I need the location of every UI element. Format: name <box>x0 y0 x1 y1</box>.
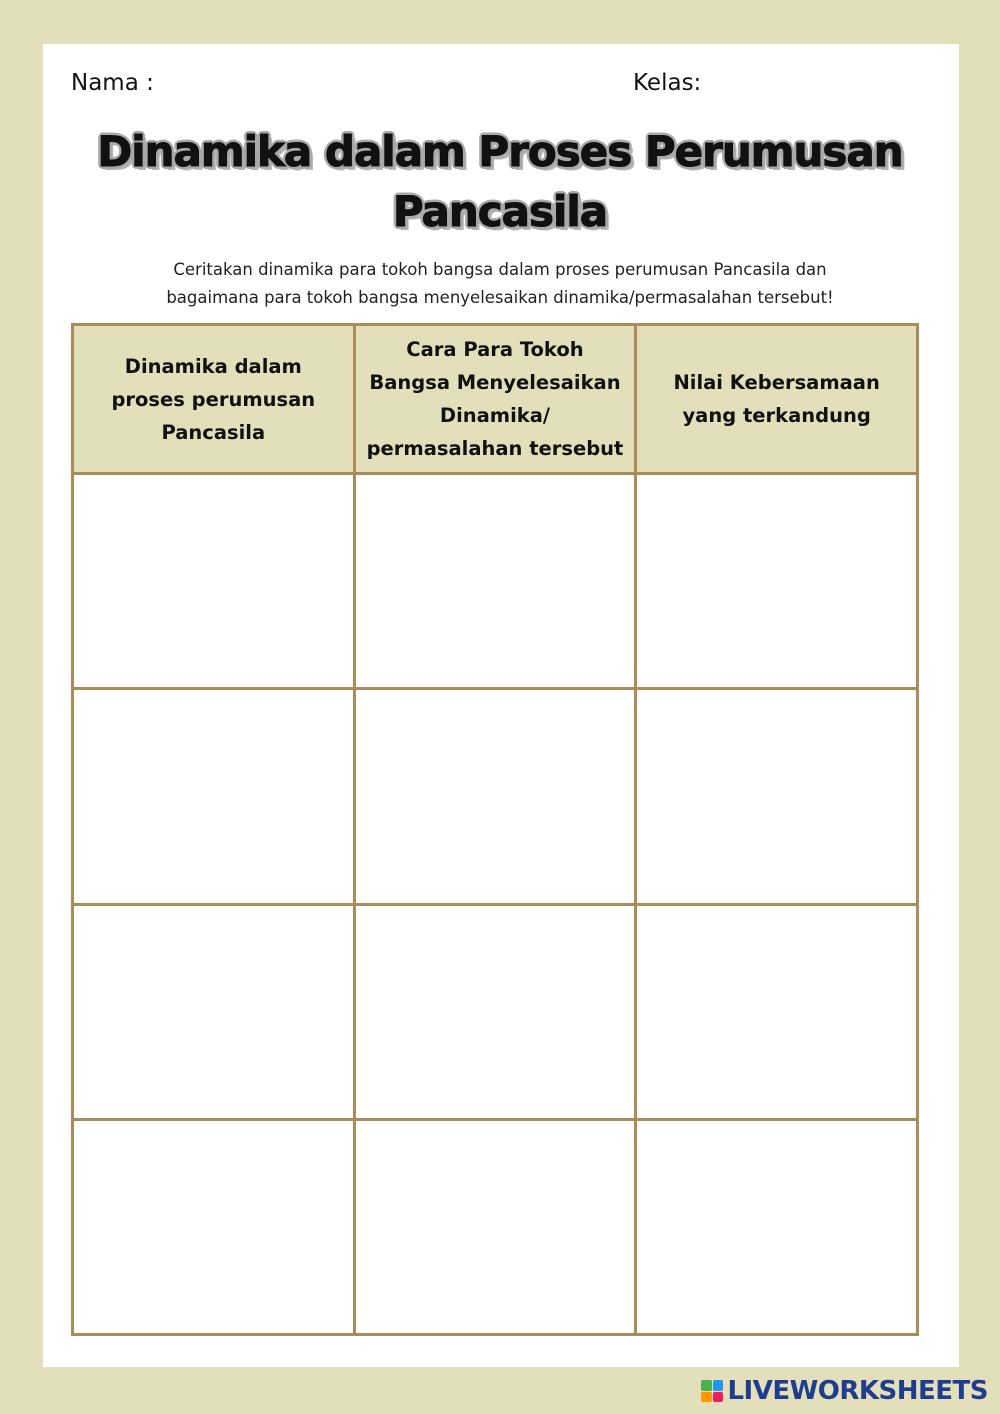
column-header-cara <box>354 325 636 474</box>
header-text: Dinamika/ <box>439 404 551 427</box>
answer-cell[interactable] <box>73 1119 355 1334</box>
header-text: Bangsa Menyelesaikan <box>369 371 621 394</box>
header-text: proses perumusan <box>111 387 316 411</box>
table-row <box>73 474 918 689</box>
table-row <box>73 689 918 904</box>
answer-cell[interactable] <box>354 904 636 1119</box>
title-line-1: Dinamika dalam Proses Perumusan <box>97 127 903 176</box>
column-header-dinamika <box>73 325 355 474</box>
answer-cell[interactable] <box>354 689 636 904</box>
answer-cell[interactable] <box>636 1119 918 1334</box>
column-header-nilai <box>636 325 918 474</box>
brand-name: LIVEWORKSHEETS <box>727 1376 988 1406</box>
table-row <box>73 904 918 1119</box>
name-field-label: Nama : <box>71 70 154 96</box>
answer-table <box>71 323 919 1336</box>
instruction-line-2: bagaimana para tokoh bangsa menyelesaikan dinamika/permasalahan tersebut! <box>166 288 834 307</box>
answer-cell[interactable] <box>636 904 918 1119</box>
header-text: permasalahan tersebut <box>366 437 624 460</box>
answer-cell[interactable] <box>73 689 355 904</box>
header-text: Dinamika dalam <box>124 354 302 378</box>
header-text: Nilai Kebersamaan <box>673 371 880 394</box>
answer-cell[interactable] <box>73 904 355 1119</box>
answer-cell[interactable] <box>636 474 918 689</box>
table-header-row <box>73 325 918 474</box>
liveworksheets-brand[interactable] <box>701 1376 988 1406</box>
instruction-line-1: Ceritakan dinamika para tokoh bangsa dalam proses perumusan Pancasila dan <box>173 260 827 279</box>
answer-cell[interactable] <box>636 689 918 904</box>
header-text: Pancasila <box>161 420 266 444</box>
answer-cell[interactable] <box>73 474 355 689</box>
instruction-text <box>100 256 900 312</box>
table-row <box>73 1119 918 1334</box>
answer-table-container <box>71 323 919 1336</box>
title-line-2: Pancasila <box>392 187 608 236</box>
header-text: yang terkandung <box>682 404 871 427</box>
class-field-label: Kelas: <box>633 70 702 96</box>
liveworksheets-logo-icon <box>701 1380 723 1402</box>
header-text: Cara Para Tokoh <box>406 338 584 361</box>
answer-cell[interactable] <box>354 1119 636 1334</box>
answer-cell[interactable] <box>354 474 636 689</box>
worksheet-title <box>60 122 940 242</box>
